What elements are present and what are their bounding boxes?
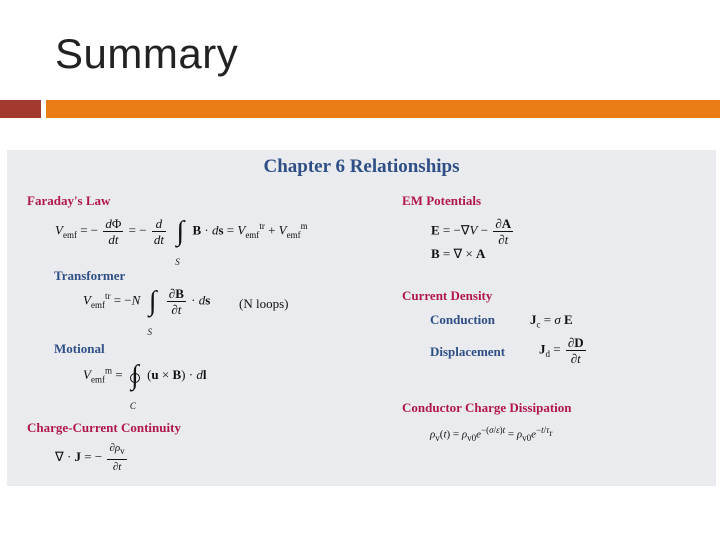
em-potential-e-equation: E = −∇V − $\frac{\partial A}{\partial t}$: [431, 216, 512, 247]
dissipation-heading: Conductor Charge Dissipation: [402, 400, 572, 415]
displacement-equation: $J_d$ = $\frac{\partial D}{\partial t}$: [539, 335, 584, 366]
faraday-equation: $V_{emf}$ = − $\frac{d\Phi}{dt}$ = − $\frac{d}{dt}$ ∫ S B · ds = $V_{emf}^{tr} + V_{emf}^m$: [55, 215, 308, 267]
continuity-equation: ∇ · J = − $\frac{\partial\rho_v}{\partial t}$: [55, 442, 125, 474]
current-density-heading: Current Density: [402, 288, 493, 303]
motional-label: Motional: [54, 341, 105, 356]
accent-bar-orange: [46, 100, 720, 118]
faraday-heading: Faraday's Law: [27, 193, 111, 208]
transformer-note: (N loops): [239, 296, 289, 311]
em-potentials-heading: EM Potentials: [402, 193, 482, 208]
dissipation-equation: $\rho_v(t) = \rho_{v0}e^{-(\sigma/\varepsilon)t} = \rho_{v0}e^{-t/\tau_r}$: [430, 425, 553, 443]
transformer-label: Transformer: [54, 268, 126, 283]
slide-title: Summary: [55, 30, 239, 77]
continuity-heading: Charge-Current Continuity: [27, 420, 181, 435]
em-potential-b-equation: B = ∇ × A: [431, 246, 486, 261]
transformer-equation: $V_{emf}^{tr} = -N$ ∫ S $\frac{\partial B}{\partial t}$ · ds: [83, 285, 211, 337]
relationships-panel: [7, 150, 716, 486]
panel-title: Chapter 6 Relationships: [263, 156, 460, 177]
motional-equation: $V_{emf}^m$ = ∫ C (u × B) · dl: [83, 360, 207, 411]
conduction-label: Conduction: [430, 312, 496, 327]
conduction-equation: $J_c = \sigma$ E: [530, 312, 573, 330]
accent-bar-red: [0, 100, 41, 118]
displacement-label: Displacement: [430, 344, 506, 359]
